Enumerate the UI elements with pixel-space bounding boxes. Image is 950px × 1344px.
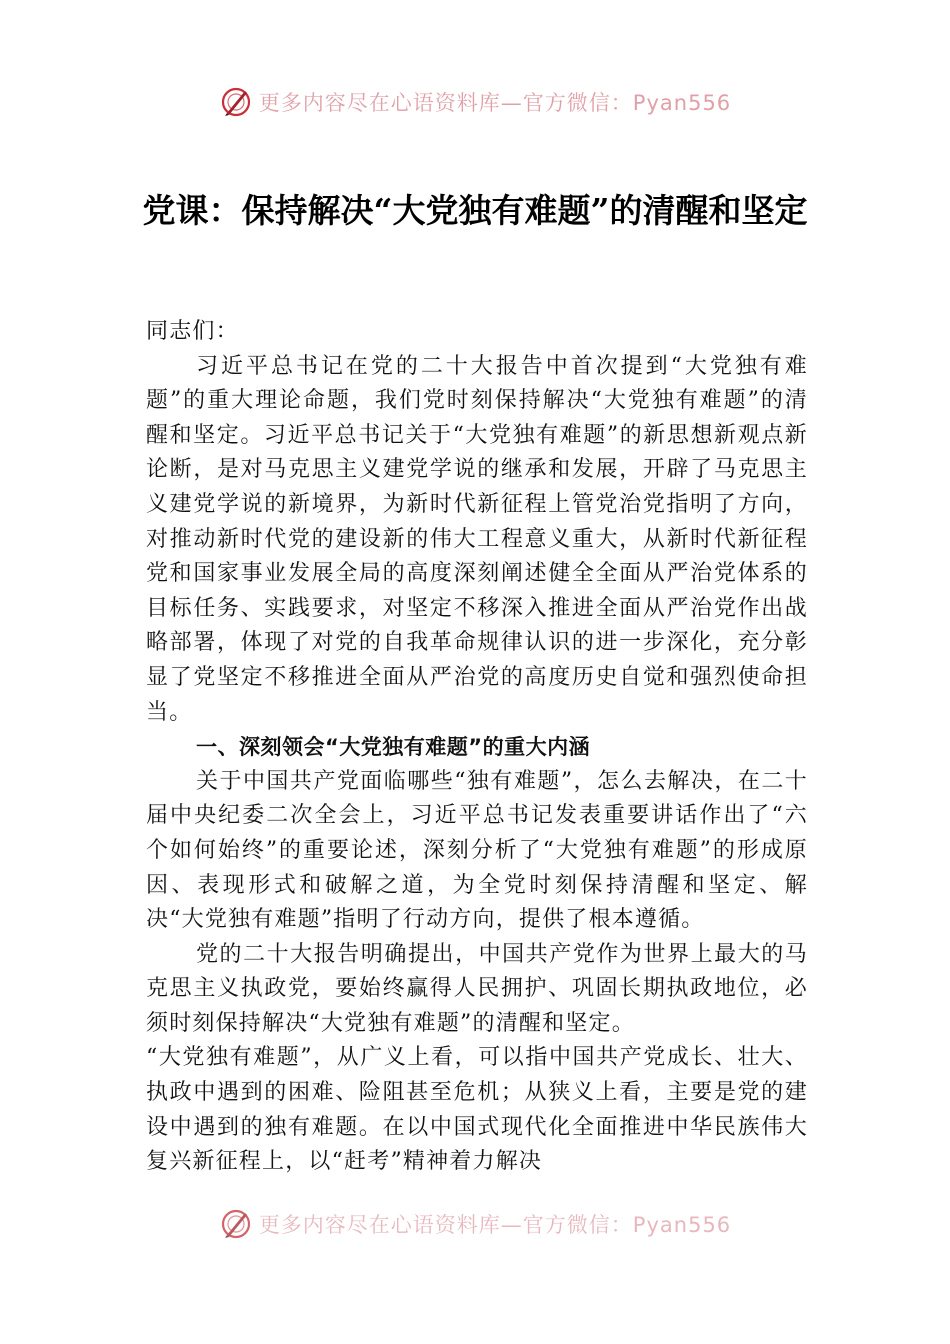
watermark-text: 更多内容尽在心语资料库—官方微信：Pyan556 <box>258 1213 732 1237</box>
paragraph: 党的二十大报告明确提出，中国共产党作为世界上最大的马克思主义执政党，要始终赢得人民拥护、巩固长期执政地位，必须时刻保持解决“大党独有难题”的清醒和坚定。 <box>146 941 808 1036</box>
watermark-header <box>0 82 950 122</box>
pen-circle-logo-icon <box>219 1207 253 1241</box>
watermark-footer <box>0 1204 950 1244</box>
paragraph: “大党独有难题”，从广义上看，可以指中国共产党成长、壮大、执政中遇到的困难、险阻甚至危机；从狭义上看，主要是党的建设中遇到的独有难题。在以中国式现代化全面推进中华民族伟大复兴新征程上，以“赶考”精神着力解决 <box>146 1045 808 1175</box>
document-body <box>146 315 808 1180</box>
salutation: 同志们： <box>146 319 239 344</box>
watermark-text: 更多内容尽在心语资料库—官方微信：Pyan556 <box>258 91 732 115</box>
document-title: 党课：保持解决“大党独有难题”的清醒和坚定 <box>142 191 808 230</box>
paragraph: 习近平总书记在党的二十大报告中首次提到“大党独有难题”的重大理论命题，我们党时刻保持解决“大党独有难题”的清醒和坚定。习近平总书记关于“大党独有难题”的新思想新观点新论断，是对马克思主义建党学说的继承和发展，开辟了马克思主义建党学说的新境界，为新时代新征程上管党治党指明了方向，对推动新时代党的建设新的伟大工程意义重大，从新时代新征程党和国家事业发展全局的高度深刻阐述健全全面从严治党体系的目标任务、实践要求，对坚定不移深入推进全面从严治党作出战略部署，体现了对党的自我革命规律认识的进一步深化，充分彰显了党坚定不移推进全面从严治党的高度历史自觉和强烈使命担当。 <box>146 353 808 725</box>
paragraph: 关于中国共产党面临哪些“独有难题”，怎么去解决，在二十届中央纪委二次全会上，习近平总书记发表重要讲话作出了“六个如何始终”的重要论述，深刻分析了“大党独有难题”的形成原因、表现形式和破解之道，为全党时刻保持清醒和坚定、解决“大党独有难题”指明了行动方向，提供了根本遵循。 <box>146 768 808 933</box>
section-heading: 一、深刻领会“大党独有难题”的重大内涵 <box>196 735 591 760</box>
pen-circle-logo-icon <box>219 85 253 119</box>
